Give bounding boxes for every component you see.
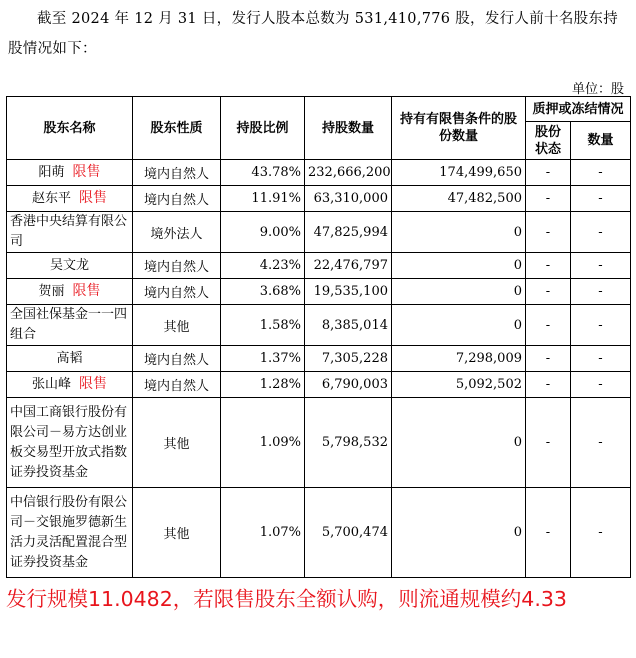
- cell-holder-nature: 境内自然人: [133, 279, 221, 305]
- table-row: [7, 212, 631, 253]
- cell-holder-nature: 其他: [133, 398, 221, 488]
- holder-name: 阳萌: [38, 165, 65, 180]
- cell-holder-name: [7, 253, 133, 279]
- cell-holder-name: [7, 279, 133, 305]
- table-row: [7, 279, 631, 305]
- table-row: [7, 253, 631, 279]
- cell-holder-nature: 其他: [133, 488, 221, 578]
- cell-holding-ratio: 1.37%: [221, 346, 305, 372]
- cell-holding-count: 47,825,994: [305, 212, 392, 253]
- annotation-note: 发行规模11.0482，若限售股东全额认购，则流通规模约4.33: [6, 587, 567, 611]
- cell-pledge-status: -: [526, 346, 571, 372]
- cell-holder-nature: 境内自然人: [133, 372, 221, 398]
- table-row: [7, 372, 631, 398]
- table-row: [7, 346, 631, 372]
- cell-holder-name: [7, 186, 133, 212]
- cell-holder-nature: 境内自然人: [133, 253, 221, 279]
- cell-holding-count: 5,700,474: [305, 488, 392, 578]
- cell-holder-name: [7, 160, 133, 186]
- holder-name: 中国工商银行股份有限公司－易方达创业板交易型开放式指数证券投资基金: [10, 404, 128, 480]
- restricted-tag: 限售: [72, 164, 101, 180]
- cell-holding-ratio: 1.09%: [221, 398, 305, 488]
- cell-holder-name: [7, 346, 133, 372]
- cell-pledge-qty: -: [571, 160, 631, 186]
- cell-holding-count: 63,310,000: [305, 186, 392, 212]
- cell-pledge-status: -: [526, 160, 571, 186]
- holder-name: 香港中央结算有限公司: [10, 214, 128, 249]
- table-row: [7, 305, 631, 346]
- unit-label: 单位：股: [571, 82, 624, 97]
- cell-holder-nature: 境内自然人: [133, 346, 221, 372]
- header-restricted: 持有有限售条件的股份数量: [392, 97, 526, 160]
- header-pledge-group: 质押或冻结情况: [526, 97, 631, 122]
- cell-holding-ratio: 43.78%: [221, 160, 305, 186]
- header-nature: 股东性质: [133, 97, 221, 160]
- cell-holder-name: [7, 305, 133, 346]
- cell-pledge-qty: -: [571, 212, 631, 253]
- intro-paragraph: 截至 2024 年 12 月 31 日，发行人股本总数为 531,410,776 股，发行人前十名股东持股情况如下：: [8, 11, 619, 57]
- cell-holding-ratio: 1.07%: [221, 488, 305, 578]
- header-pledge-status: 股份状态: [526, 122, 571, 160]
- cell-pledge-status: -: [526, 186, 571, 212]
- table-row: [7, 398, 631, 488]
- cell-holder-nature: 境外法人: [133, 212, 221, 253]
- table-row: [7, 160, 631, 186]
- restricted-tag: 限售: [79, 190, 107, 206]
- header-count: 持股数量: [305, 97, 392, 160]
- cell-holding-ratio: 3.68%: [221, 279, 305, 305]
- top-ten-shareholders-table: [6, 96, 631, 578]
- cell-pledge-qty: -: [571, 372, 631, 398]
- cell-holding-ratio: 1.58%: [221, 305, 305, 346]
- cell-holding-count: 7,305,228: [305, 346, 392, 372]
- cell-restricted-shares: 174,499,650: [392, 160, 526, 186]
- holder-name: 吴文龙: [49, 257, 89, 273]
- header-pledge-qty: 数量: [571, 122, 631, 160]
- holder-name: 中信银行股份有限公司－交银施罗德新生活力灵活配置混合型证券投资基金: [10, 494, 128, 570]
- cell-pledge-qty: -: [571, 398, 631, 488]
- holder-name: 全国社保基金一一四组合: [10, 307, 128, 342]
- cell-pledge-qty: -: [571, 253, 631, 279]
- table-row: [7, 186, 631, 212]
- cell-holder-nature: 其他: [133, 305, 221, 346]
- cell-pledge-status: -: [526, 212, 571, 253]
- cell-pledge-status: -: [526, 398, 571, 488]
- cell-holder-nature: 境内自然人: [133, 160, 221, 186]
- cell-holding-ratio: 9.00%: [221, 212, 305, 253]
- cell-holding-ratio: 11.91%: [221, 186, 305, 212]
- cell-restricted-shares: 0: [392, 398, 526, 488]
- cell-pledge-status: -: [526, 279, 571, 305]
- cell-restricted-shares: 0: [392, 253, 526, 279]
- restricted-tag: 限售: [79, 376, 107, 392]
- header-name: 股东名称: [7, 97, 133, 160]
- holder-name: 赵东平: [31, 191, 71, 206]
- cell-restricted-shares: 5,092,502: [392, 372, 526, 398]
- cell-pledge-status: -: [526, 305, 571, 346]
- cell-holder-name: [7, 212, 133, 253]
- holder-name: 张山峰: [31, 377, 71, 392]
- holder-name: 高韬: [56, 350, 83, 366]
- cell-holding-count: 232,666,200: [305, 160, 392, 186]
- cell-holding-ratio: 4.23%: [221, 253, 305, 279]
- header-ratio: 持股比例: [221, 97, 305, 160]
- cell-holding-count: 8,385,014: [305, 305, 392, 346]
- cell-holding-ratio: 1.28%: [221, 372, 305, 398]
- cell-restricted-shares: 7,298,009: [392, 346, 526, 372]
- cell-restricted-shares: 0: [392, 279, 526, 305]
- cell-pledge-qty: -: [571, 279, 631, 305]
- cell-holding-count: 6,790,003: [305, 372, 392, 398]
- cell-pledge-qty: -: [571, 488, 631, 578]
- cell-holder-nature: 境内自然人: [133, 186, 221, 212]
- restricted-tag: 限售: [72, 283, 101, 299]
- cell-restricted-shares: 0: [392, 305, 526, 346]
- cell-restricted-shares: 0: [392, 488, 526, 578]
- cell-holder-name: [7, 398, 133, 488]
- cell-restricted-shares: 0: [392, 212, 526, 253]
- cell-holder-name: [7, 488, 133, 578]
- cell-restricted-shares: 47,482,500: [392, 186, 526, 212]
- cell-pledge-status: -: [526, 372, 571, 398]
- table-body: [7, 160, 631, 578]
- cell-holder-name: [7, 372, 133, 398]
- cell-holding-count: 5,798,532: [305, 398, 392, 488]
- holder-name: 贺丽: [38, 284, 65, 299]
- cell-holding-count: 22,476,797: [305, 253, 392, 279]
- cell-pledge-qty: -: [571, 346, 631, 372]
- table-row: [7, 488, 631, 578]
- cell-holding-count: 19,535,100: [305, 279, 392, 305]
- cell-pledge-qty: -: [571, 186, 631, 212]
- cell-pledge-qty: -: [571, 305, 631, 346]
- cell-pledge-status: -: [526, 253, 571, 279]
- cell-pledge-status: -: [526, 488, 571, 578]
